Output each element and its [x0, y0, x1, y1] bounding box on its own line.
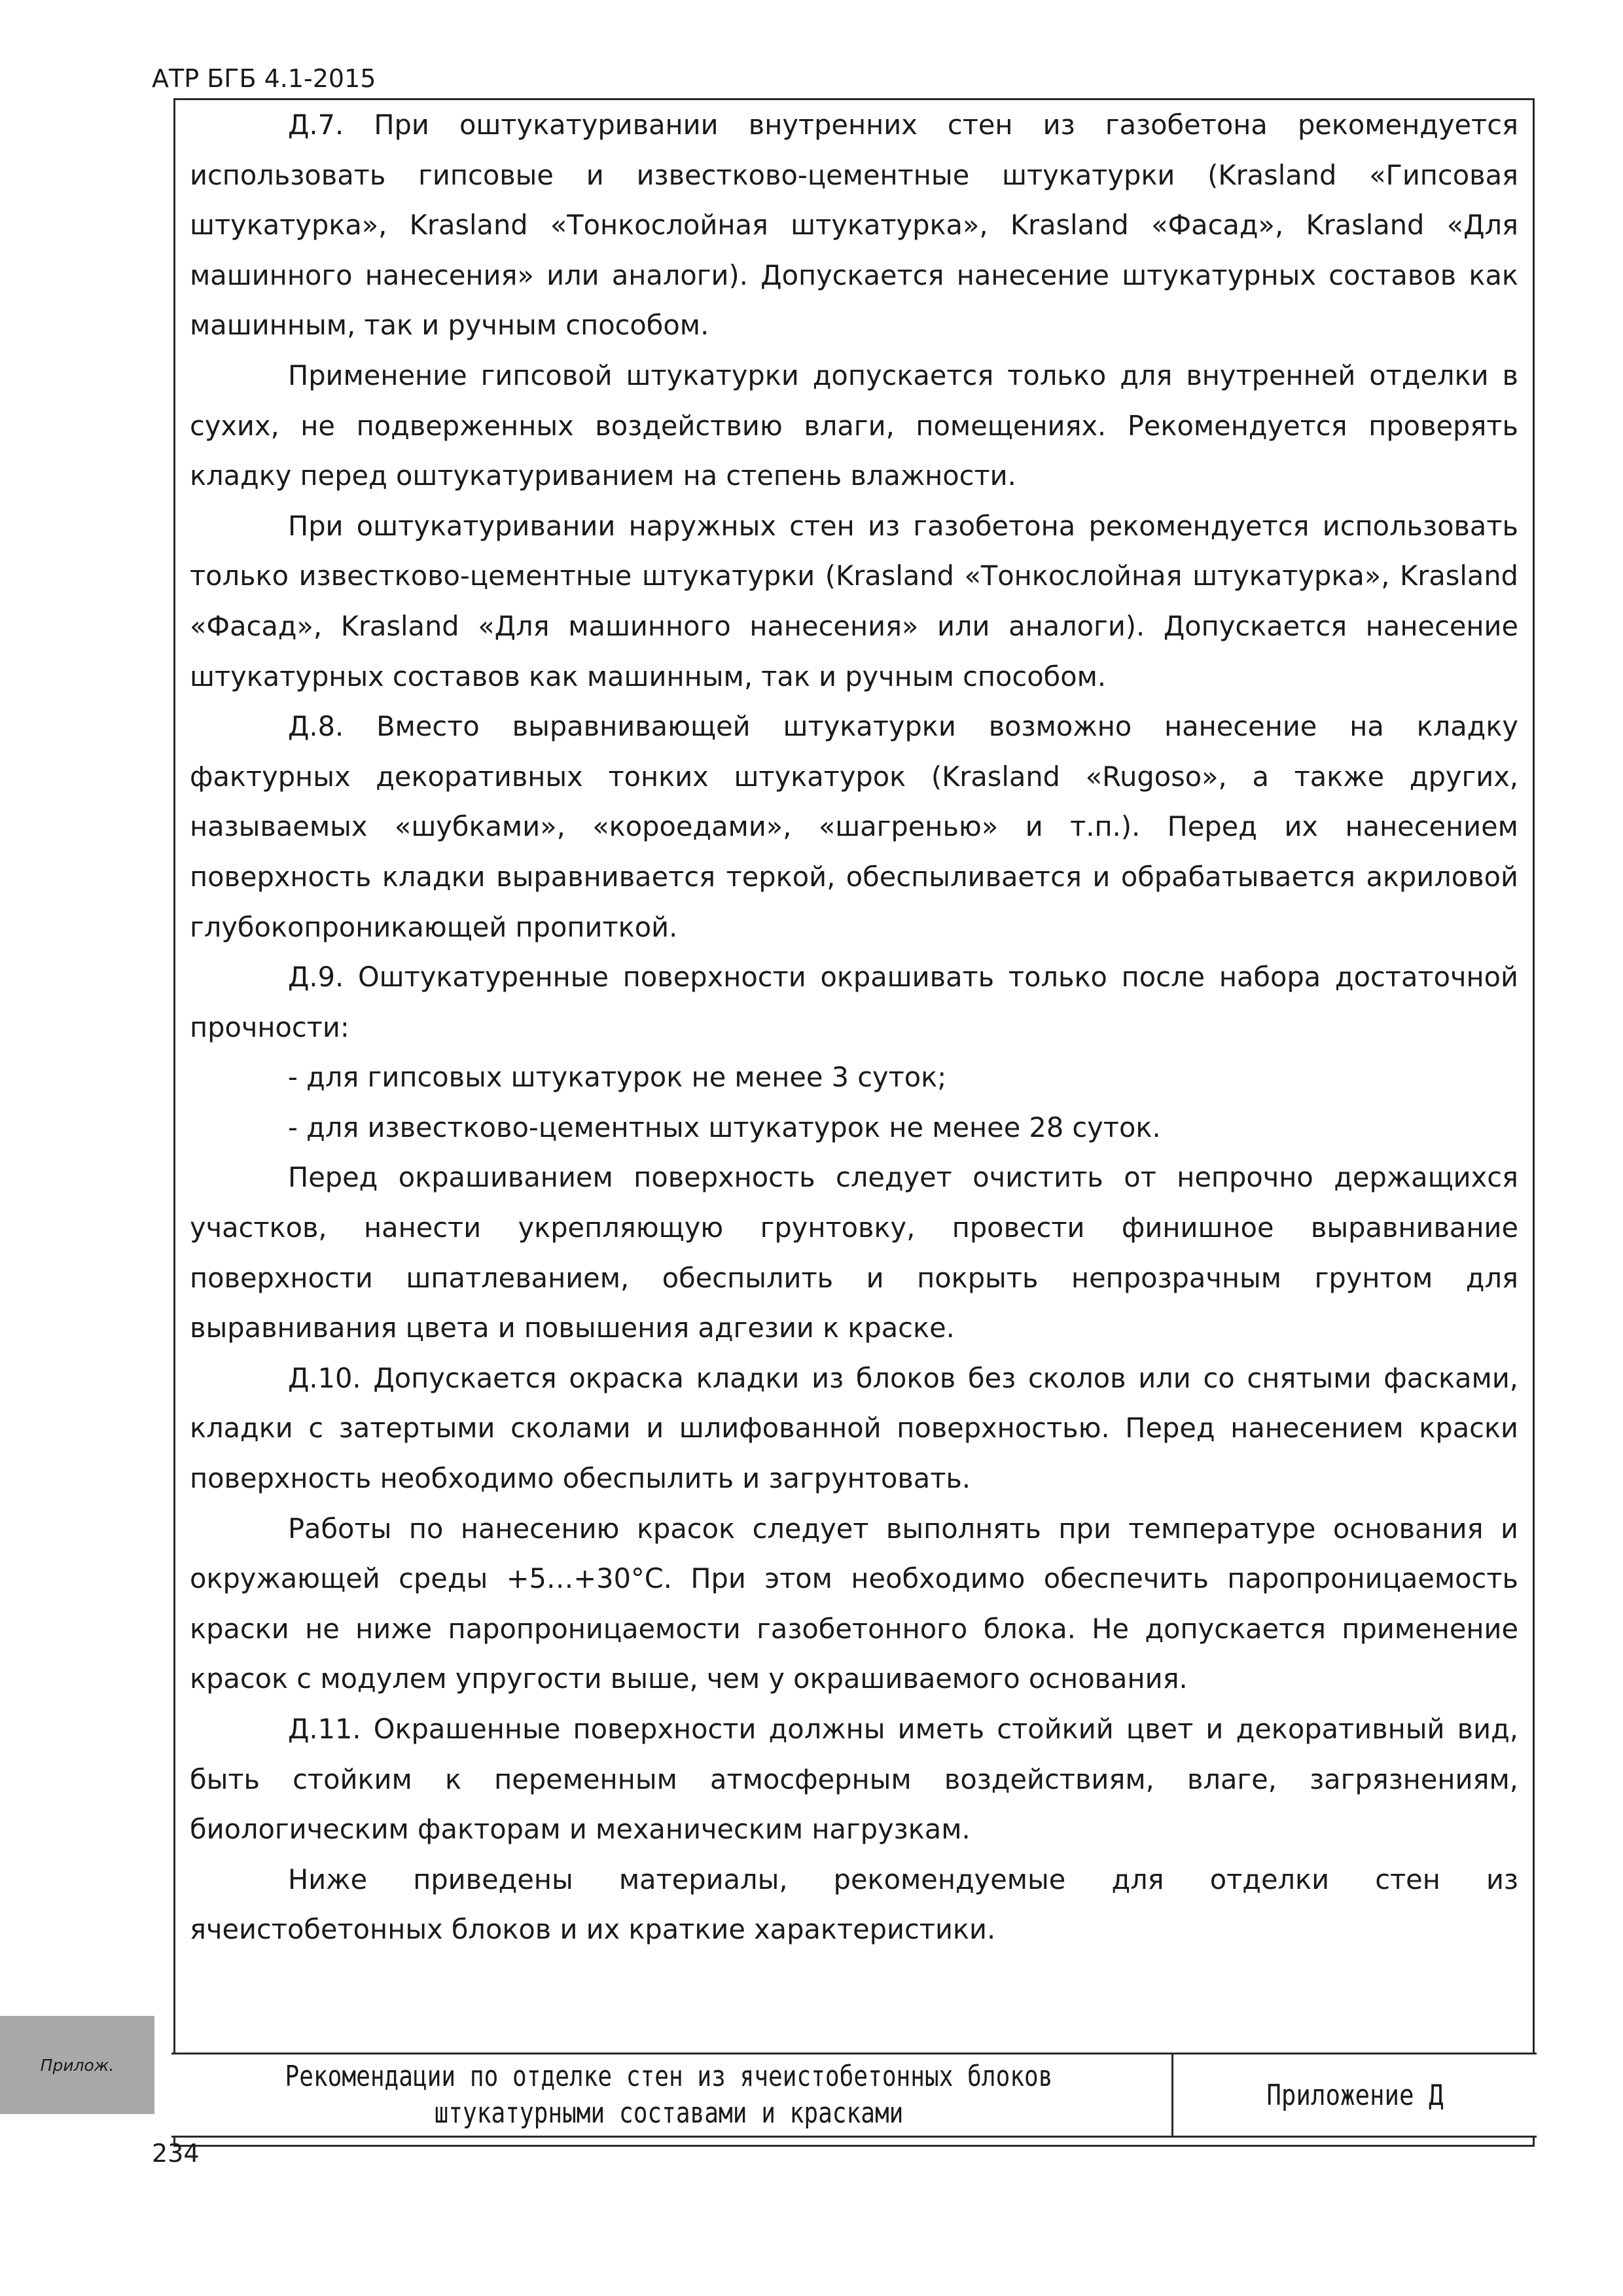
title-divider [1171, 2054, 1173, 2136]
title-line-1: Рекомендации по отделке стен из ячеистобетонных блоков [285, 2060, 1053, 2093]
side-tab-label: Прилож. [40, 2055, 115, 2075]
paragraph-d7: Д.7. При оштукатуривании внутренних стен из газобетона рекомендуется использовать гипсовые и известково-цементные штукатурки (Krasland «Гипсовая штукатурка», Krasland «Тонкослойная штукатурка», Krasland «Фасад», Krasland «Для машинного нанесения» или аналоги). Допускается нанесение штукатурных составов как машинным, так и ручным способом. [190, 109, 1518, 342]
paragraph-gypsum: Применение гипсовой штукатурки допускается только для внутренней отделки в сухих, не подверженных воздействию влаги, помещениях. Рекомендуется проверять кладку перед оштукатуриванием на степень влажности. [190, 359, 1518, 492]
list-item-lime-cement: - для известково-цементных штукатурок не менее 28 суток. [288, 1111, 1161, 1143]
paragraph-d11: Д.11. Окрашенные поверхности должны иметь стойкий цвет и декоративный вид, быть стойким к переменным атмосферным воздействиям, влаге, загрязнениям, биологическим факторам и механическим нагрузкам. [190, 1713, 1518, 1846]
paragraph-materials: Ниже приведены материалы, рекомендуемые для отделки стен из ячеистобетонных блоков и их краткие характеристики. [190, 1863, 1518, 1946]
list-item-gypsum: - для гипсовых штукатурок не менее 3 суток; [288, 1061, 947, 1094]
page-number: 234 [152, 2139, 200, 2168]
appendix-label: Приложение Д [1266, 2078, 1444, 2112]
paragraph-paint-works: Работы по нанесению красок следует выполнять при температуре основания и окружающей среды +5…+30°С. При этом необходимо обеспечить паропроницаемость краски не ниже паропроницаемости газобетонного блока. Не допускается применение красок с модулем упругости выше, чем у окрашиваемого основания. [190, 1512, 1518, 1695]
paragraph-d10: Д.10. Допускается окраска кладки из блоков без сколов или со снятыми фасками, кладки с затертыми сколами и шлифованной поверхностью. Перед нанесением краски поверхность необходимо обеспылить и загрунтовать. [190, 1361, 1518, 1495]
body-text [190, 100, 1518, 1955]
paragraph-d9: Д.9. Оштукатуренные поверхности окрашивать только после набора достаточной прочности: [190, 961, 1518, 1043]
title-line-2: штукатурными составами и красками [434, 2096, 904, 2130]
appendix-side-tab [0, 2016, 154, 2114]
paragraph-d8: Д.8. Вместо выравнивающей штукатурки возможно нанесение на кладку фактурных декоративных тонких штукатурок (Krasland «Rugoso», а также других, называемых «шубками», «короедами», «шагренью» и т.п.). Перед их нанесением поверхность кладки выравнивается теркой, обеспыливается и обрабатывается акриловой глубокопроникающей пропиткой. [190, 710, 1518, 943]
title-block [171, 2053, 1537, 2138]
paragraph-exterior: При оштукатуривании наружных стен из газобетона рекомендуется использовать только известково-цементные штукатурки (Krasland «Тонкослойная штукатурка», Krasland «Фасад», Krasland «Для машинного нанесения» или аналоги). Допускается нанесение штукатурных составов как машинным, так и ручным способом. [190, 509, 1518, 692]
title-cell [261, 2054, 1077, 2136]
paragraph-before-painting: Перед окрашиванием поверхность следует очистить от непрочно держащихся участков, нанести укрепляющую грунтовку, провести финишное выравнивание поверхности шпатлеванием, обеспылить и покрыть непрозрачным грунтом для выравнивания цвета и повышения адгезии к краске. [190, 1161, 1518, 1344]
document-code: АТР БГБ 4.1-2015 [152, 64, 376, 93]
